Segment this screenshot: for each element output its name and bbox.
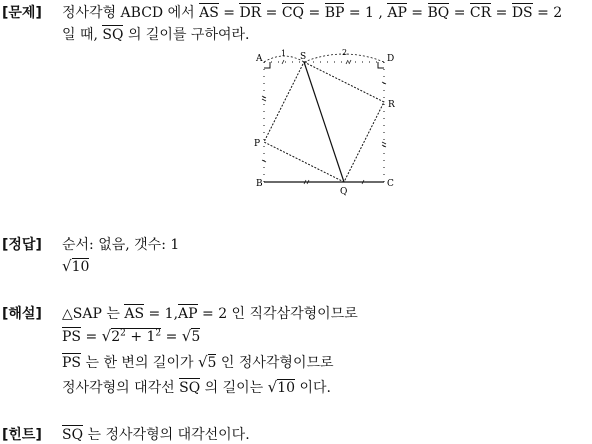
hint-line: SQ 는 정사각형의 대각선이다.	[62, 427, 250, 443]
segment-BP: BP	[324, 5, 345, 21]
segment-SQ: SQ	[62, 427, 84, 443]
segment-CQ: CQ	[281, 5, 305, 21]
label-R: R	[388, 100, 395, 110]
sqrt-symbol: $√2^2 + 1^2$	[101, 327, 162, 345]
solution-tag: [해설]	[2, 306, 42, 322]
segment-PS: PS	[62, 355, 82, 371]
label-P: P	[254, 139, 261, 149]
label-A: A	[256, 54, 263, 64]
solution-line-1: △SAP 는 AS = 1,AP = 2 인 직각삼각형이므로	[62, 306, 358, 322]
problem-line-2: 일 때, SQ 의 길이를 구하여라.	[62, 27, 250, 43]
sqrt-symbol: √5	[197, 353, 217, 371]
sqrt-symbol: √5	[181, 327, 201, 345]
problem-tag: [문제]	[2, 5, 42, 21]
dimension-label-1: 1	[281, 49, 287, 58]
right-angle-D	[378, 62, 384, 68]
problem-line-1: 정사각형 ABCD 에서 AS = DR = CQ = BP = 1 , AP = BQ = CR = DS = 2	[62, 5, 563, 21]
sqrt-symbol: √10	[62, 257, 90, 275]
segment-AS: AS	[124, 306, 145, 322]
segment-CR: CR	[469, 5, 492, 21]
segment-DS: DS	[511, 5, 533, 21]
solution-line-2: PS = $√2^2 + 1^2 = √5$	[62, 327, 201, 345]
segment-SQ: SQ	[179, 380, 201, 396]
answer-value	[62, 257, 89, 275]
square-figure	[250, 44, 410, 200]
segment-PS: PS	[62, 329, 82, 345]
label-S: S	[300, 52, 307, 62]
diagonal-SQ	[304, 62, 344, 182]
hint-tag: [힌트]	[2, 427, 42, 443]
segment-SQ: SQ	[102, 27, 124, 43]
sqrt-symbol: √10	[267, 378, 296, 396]
segment-AP: AP	[178, 306, 198, 322]
label-B: B	[256, 179, 263, 189]
segment-AS: AS	[199, 5, 219, 21]
solution-line-4: 정사각형의 대각선 SQ 의 길이는 √10 이다.	[62, 378, 331, 396]
label-D: D	[387, 54, 395, 64]
segment-BQ: BQ	[427, 5, 450, 21]
answer-line-1: 순서: 없음, 갯수: 1	[62, 237, 180, 253]
label-C: C	[387, 179, 394, 189]
right-angle-A	[264, 62, 270, 68]
segment-DR: DR	[239, 5, 262, 21]
solution-line-3: PS 는 한 변의 길이가 √5 인 정사각형이므로	[62, 353, 334, 371]
answer-tag: [정답]	[2, 237, 42, 253]
dimension-label-2: 2	[342, 48, 348, 57]
segment-AP: AP	[387, 5, 407, 21]
label-Q: Q	[340, 187, 348, 197]
